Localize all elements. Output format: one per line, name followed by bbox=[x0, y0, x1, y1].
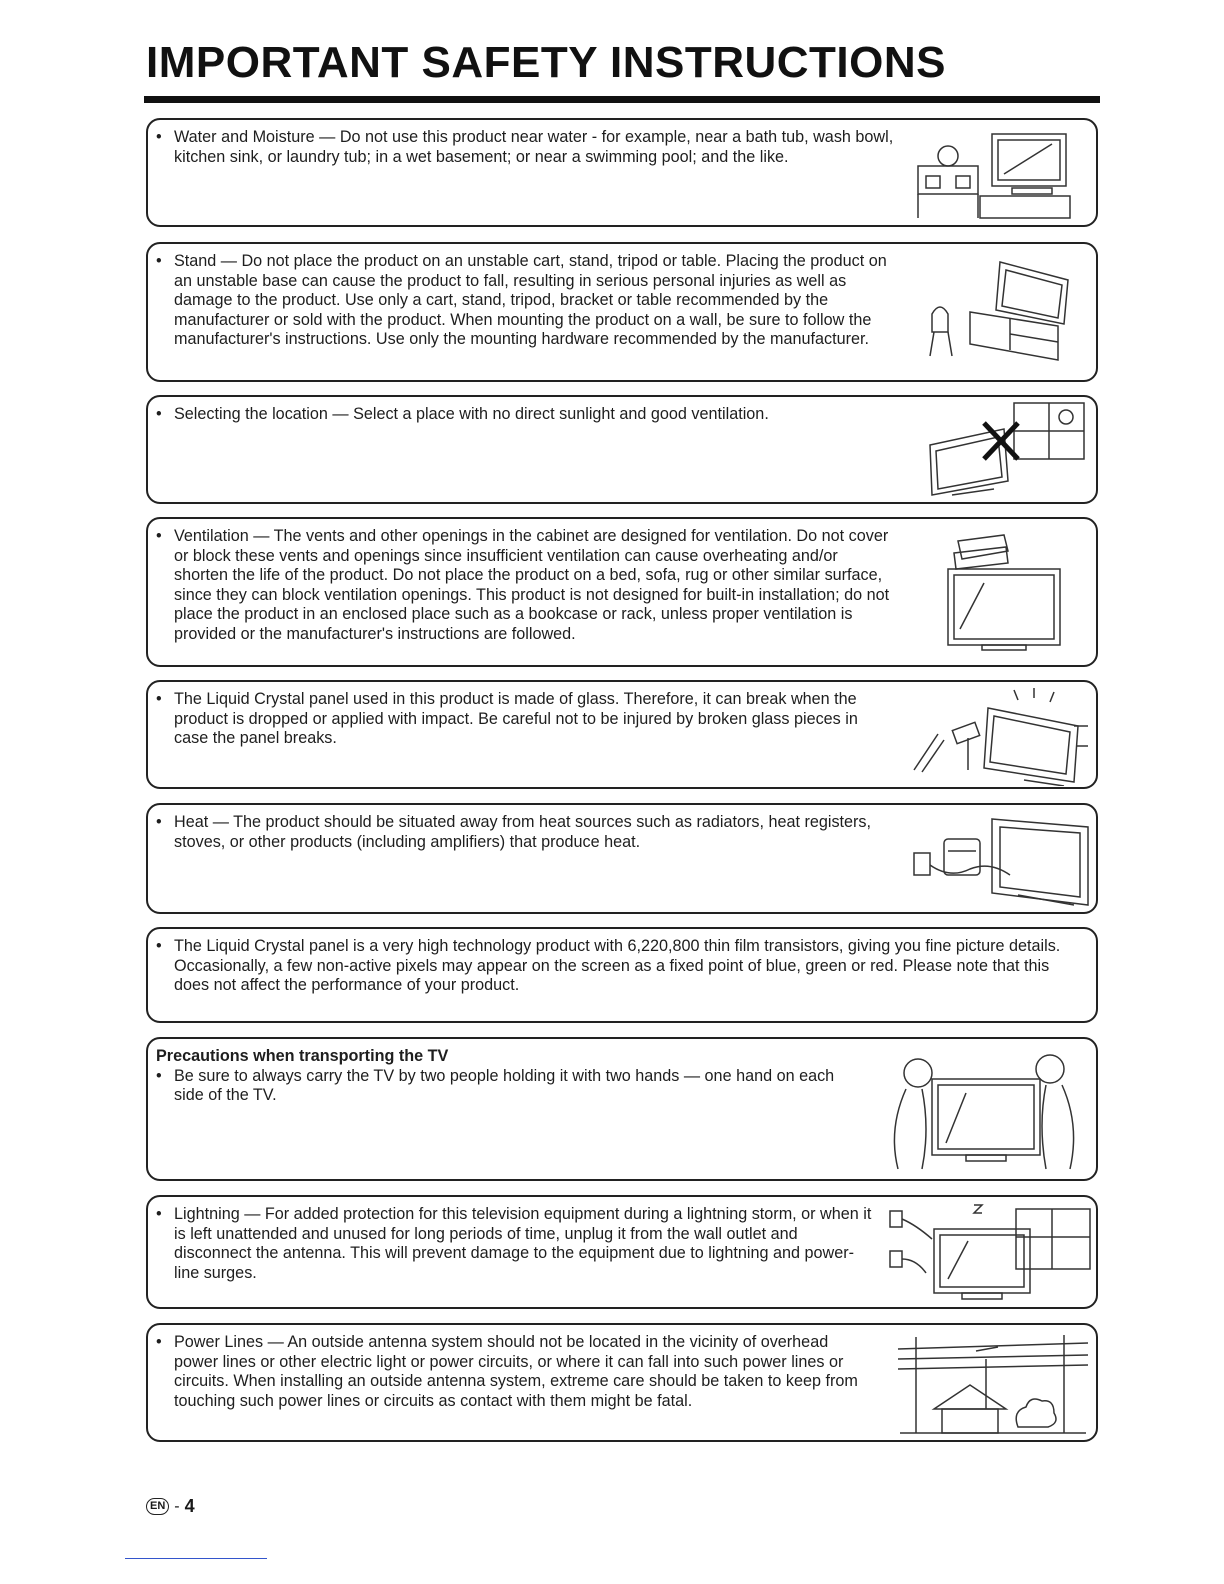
unplugged-tv-illustration bbox=[884, 1201, 1094, 1307]
safety-text-transport: • Be sure to always carry the TV by two people holding it with two hands — one hand on each side of the TV. bbox=[156, 1067, 856, 1106]
safety-box-glass bbox=[146, 680, 1098, 789]
tv-covered-illustration bbox=[940, 529, 1070, 654]
transport-heading: Precautions when transporting the TV bbox=[156, 1047, 449, 1065]
safety-text-heat: • Heat — The product should be situated away from heat sources such as radiators, heat registers, stoves, or other products (including amplifiers) that produce heat. bbox=[156, 813, 896, 852]
heater-tv-illustration bbox=[908, 809, 1096, 913]
safety-text-ventilation: • Ventilation — The vents and other openings in the cabinet are designed for ventilation. Do not cover or block these vents and openings since insufficient ventilation can cause overheating and/or shorten the life of the product. Do not place the product on a bed, sofa, rug or other similar surface, since they can block ventilation openings. This product is not designed for built-in installation; do not place the product in an enclosed place such as a bookcase or rack, unless proper ventilation is provided or the manufacturer's instructions are followed. bbox=[156, 527, 896, 644]
safety-box-location bbox=[146, 395, 1098, 504]
two-people-carrying-tv-illustration bbox=[886, 1047, 1086, 1177]
safety-box-lightning bbox=[146, 1195, 1098, 1309]
page-number: 4 bbox=[184, 1496, 195, 1516]
language-badge: EN bbox=[146, 1498, 169, 1515]
title-rule bbox=[144, 96, 1100, 103]
safety-text-powerlines: • Power Lines — An outside antenna system should not be located in the vicinity of overhead power lines or other electric light or power circuits, or where it can fall into such power lines or circuits. When installing an outside antenna system, extreme care should be taken to keep from touching such power lines or circuits as contact with them might be fatal. bbox=[156, 1333, 876, 1411]
hammer-tv-illustration bbox=[904, 686, 1094, 786]
page-footer bbox=[146, 1496, 195, 1517]
safety-box-pixels bbox=[146, 927, 1098, 1023]
safety-box-stand bbox=[146, 242, 1098, 382]
tv-sunlight-window-illustration bbox=[922, 399, 1092, 503]
safety-text-lightning: • Lightning — For added protection for this television equipment during a lightning storm, or when it is left unattended and unused for long periods of time, unplug it from the wall outlet and disconnect the antenna. This will prevent damage to the equipment due to lightning and power-line surges. bbox=[156, 1205, 876, 1283]
safety-text-pixels: • The Liquid Crystal panel is a very high technology product with 6,220,800 thin film transistors, giving you fine picture details. Occasionally, a few non-active pixels may appear on the screen as a fixed point of blue, green or red. Please note that this does not affect the performance of your product. bbox=[156, 937, 1086, 996]
tv-on-stand-illustration bbox=[918, 252, 1088, 372]
safety-box-powerlines bbox=[146, 1323, 1098, 1442]
safety-text-location: • Selecting the location — Select a place with no direct sunlight and good ventilation. bbox=[156, 405, 896, 425]
page-title: IMPORTANT SAFETY INSTRUCTIONS bbox=[146, 38, 946, 87]
footer-separator: - bbox=[174, 1497, 180, 1515]
safety-text-water: • Water and Moisture — Do not use this product near water - for example, near a bath tub, wash bowl, kitchen sink, or laundry tub; in a wet basement; or near a swimming pool; and the like. bbox=[156, 128, 896, 167]
safety-box-heat bbox=[146, 803, 1098, 914]
safety-box-water bbox=[146, 118, 1098, 227]
safety-text-glass: • The Liquid Crystal panel used in this product is made of glass. Therefore, it can break when the product is dropped or applied with impact. Be careful not to be injured by broken glass pieces in case the panel breaks. bbox=[156, 690, 896, 749]
safety-box-ventilation bbox=[146, 517, 1098, 667]
power-lines-house-illustration bbox=[890, 1329, 1094, 1439]
safety-box-transport bbox=[146, 1037, 1098, 1181]
safety-text-stand: • Stand — Do not place the product on an unstable cart, stand, tripod or table. Placing the product on an unstable base can cause the product to fall, resulting in serious personal injuries as well as damage to the product. Use only a cart, stand, tripod, bracket or table recommended by the manufacturer or sold with the product. When mounting the product on a wall, be sure to follow the manufacturer's instructions. Use only the mounting hardware recommended by the manufacturer. bbox=[156, 252, 896, 350]
sink-and-tv-illustration bbox=[912, 126, 1092, 221]
footer-blue-rule bbox=[125, 1558, 267, 1559]
